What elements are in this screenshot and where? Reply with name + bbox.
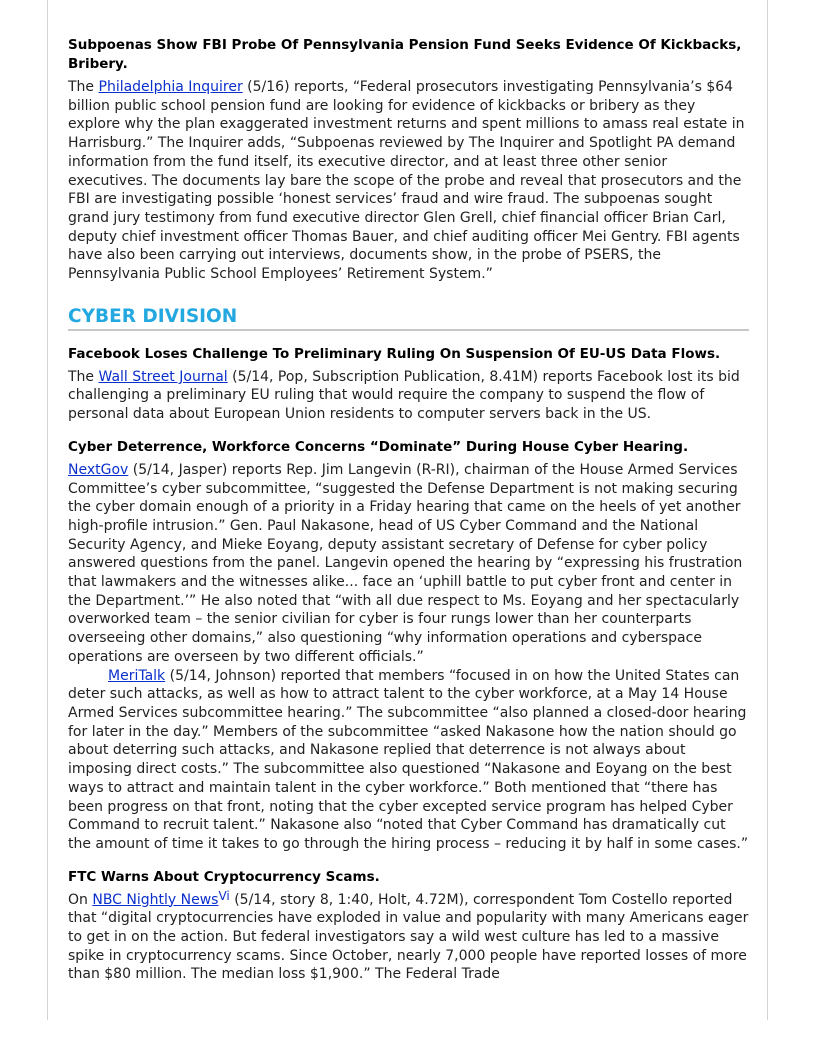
article-body-continued	[68, 667, 749, 854]
article-text: (5/14, Pop, Subscription Publication, 8.41M) reports Facebook lost its bid challenging a preliminary EU ruling that would require the company to suspend the flow of personal data about European Union residents to computer servers back in the US.	[68, 368, 740, 423]
article-cyber-hearing	[68, 438, 749, 854]
article-text: (5/14, story 8, 1:40, Holt, 4.72M), correspondent Tom Costello reported that “digital cryptocurrencies have exploded in value and popularity with many Americans eager to get in on the action. But federal investigators say a wild west culture has led to a massive spike in cryptocurrency scams. Since October, nearly 7,000 people have reported losses of more than $80 million. The median loss $1,900.” The Federal Trade	[68, 891, 749, 983]
article-text: (5/16) reports, “Federal prosecutors investigating Pennsylvania’s $64 billion public school pension fund are looking for evidence of kickbacks or bribery as they explore why the plan exaggerated investment returns and spent millions to amass real estate in Harrisburg.” The Inquirer adds, “Subpoenas reviewed by The Inquirer and Spotlight PA demand information from the fund itself, its executive director, and at least three other senior executives. The documents lay bare the scope of the probe and reveal that prosecutors and the FBI are investigating possible ‘honest services’ fraud and wire fraud. The subpoenas sought grand jury testimony from fund executive director Glen Grell, chief financial officer Brian Carl, deputy chief investment officer Thomas Bauer, and chief auditing officer Mei Gentry. FBI agents have also been carrying out interviews, documents show, in the probe of PSERS, the Pennsylvania Public School Employees’ Retirement System.”	[68, 79, 745, 283]
document-content	[68, 36, 749, 984]
spacer	[68, 424, 749, 438]
article-lead-text: The	[68, 368, 99, 385]
article-body	[68, 78, 749, 284]
article-headline: Cyber Deterrence, Workforce Concerns “Dominate” During House Cyber Hearing.	[68, 438, 689, 455]
source-link-nbc-nightly-news[interactable]: NBC Nightly News	[92, 891, 219, 908]
article-body	[68, 888, 749, 985]
video-link-marker[interactable]: Vi	[218, 888, 230, 903]
source-link-nextgov[interactable]: NextGov	[68, 461, 129, 478]
source-link-meritalk[interactable]: MeriTalk	[108, 667, 166, 684]
section-title-cyber-division: CYBER DIVISION	[68, 306, 749, 331]
article-headline: FTC Warns About Cryptocurrency Scams.	[68, 868, 380, 885]
article-crypto-scams	[68, 868, 749, 985]
article-headline: Facebook Loses Challenge To Preliminary Ruling On Suspension Of EU-US Data Flows.	[68, 345, 721, 362]
article-text: (5/14, Johnson) reported that members “focused in on how the United States can deter such attacks, as well as how to attract talent to the cyber workforce, at a May 14 House Armed Services subcommittee hearing.” The subcommittee “also planned a closed-door hearing for later in the day.” Members of the subcommittee “asked Nakasone how the nation should go about deterring such attacks, and Nakasone replied that deterrence is not always about imposing direct costs.” The subcommittee also questioned “Nakasone and Eoyang on the best ways to attract and maintain talent in the cyber workforce.” Both mentioned that “there has been progress on that front, noting that the cyber excepted service program has helped Cyber Command to recruit talent.” Nakasone also “noted that Cyber Command has dramatically cut the amount of time it takes to go through the hiring process – reducing it by half in some cases.”	[68, 667, 749, 852]
article-headline: Subpoenas Show FBI Probe Of Pennsylvania Pension Fund Seeks Evidence Of Kickbacks, Bribery.	[68, 37, 742, 72]
article-pension-fund	[68, 36, 749, 284]
article-body	[68, 461, 749, 667]
article-lead-text: The	[68, 79, 99, 95]
spacer	[68, 854, 749, 868]
article-facebook-eu	[68, 345, 749, 424]
source-link-philadelphia-inquirer[interactable]: Philadelphia Inquirer	[98, 79, 243, 95]
article-lead-text: On	[68, 891, 93, 908]
document-page	[47, 0, 768, 1020]
source-link-wall-street-journal[interactable]: Wall Street Journal	[98, 368, 228, 385]
article-text: (5/14, Jasper) reports Rep. Jim Langevin (R-RI), chairman of the House Armed Services Committee’s cyber subcommittee, “suggested the Defense Department is not making securing the cyber domain enough of a priority in a Friday hearing that came on the heels of yet another high-profile intrusion.” Gen. Paul Nakasone, head of US Cyber Command and the National Security Agency, and Mieke Eoyang, deputy assistant secretary of Defense for cyber policy answered questions from the panel. Langevin opened the hearing by “expressing his frustration that lawmakers and the witnesses alike... face an ‘uphill battle to put cyber front and center in the Department.’” He also noted that “with all due respect to Ms. Eoyang and her spectacularly overworked team – the senior civilian for cyber is four rungs lower than her counterparts overseeing other domains,” also questioning “why information operations and cyberspace operations are overseen by two different officials.”	[68, 461, 743, 665]
article-body	[68, 368, 749, 424]
